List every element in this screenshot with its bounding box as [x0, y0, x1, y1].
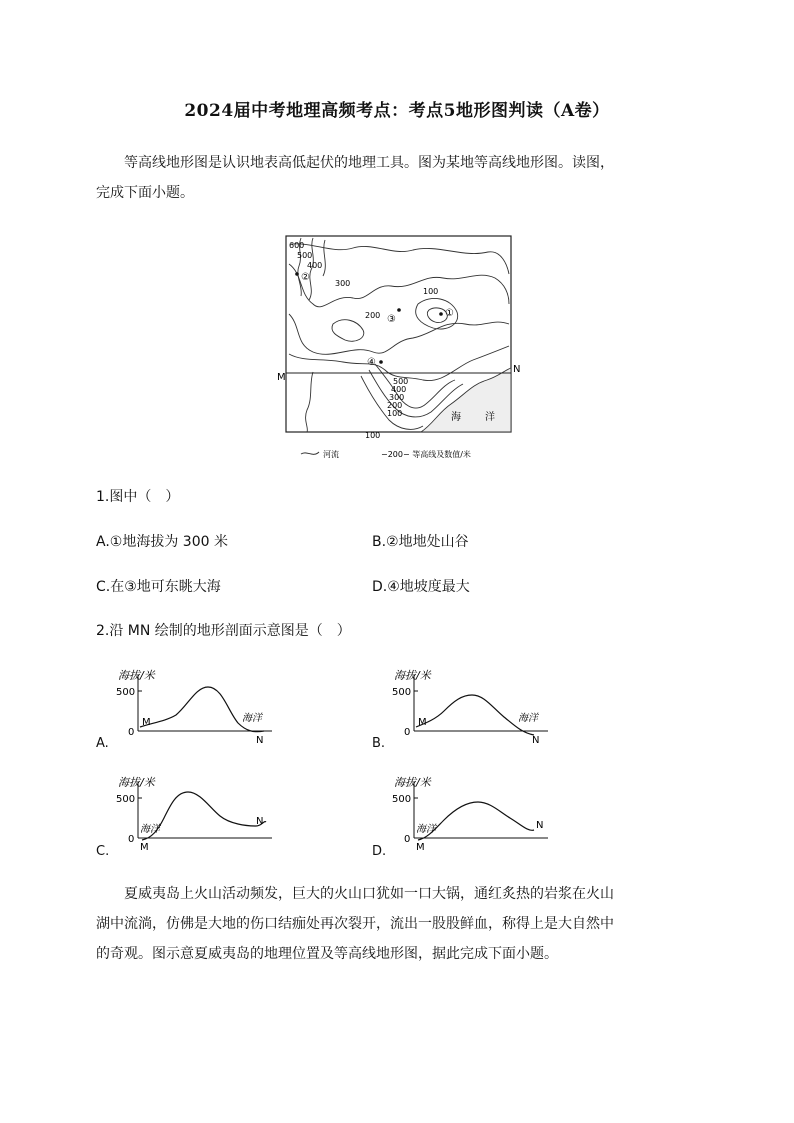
end-label: N: [256, 735, 264, 746]
contour-label: 100: [387, 409, 403, 418]
q1-option-a[interactable]: A.①地海拔为 300 米: [96, 534, 228, 550]
profile-b-letter: B.: [372, 736, 386, 751]
sea-label: 海洋: [416, 824, 436, 835]
end-label: N: [256, 816, 264, 827]
page-title: 2024届中考地理高频考点：考点5地形图判读（A卷）: [184, 101, 610, 121]
start-label: M: [140, 842, 149, 853]
contour-label: 100: [365, 431, 381, 440]
profile-d-letter: D.: [372, 844, 387, 859]
point-3: ③: [387, 314, 396, 325]
ylabel: 海拔/米: [118, 669, 155, 682]
map-label-n: N: [513, 364, 521, 375]
profile-b[interactable]: [372, 665, 552, 755]
sea-label: 海洋: [518, 713, 538, 724]
intro-line-1: 等高线地形图是认识地表高低起伏的地理工具。图为某地等高线地形图。读图，: [124, 155, 614, 171]
point-2: ②: [301, 272, 310, 283]
point-1: ①: [445, 308, 454, 319]
ylabel: 海拔/米: [394, 669, 431, 682]
question-1-stem: 1.图中（ ）: [96, 489, 180, 505]
passage-2: [96, 879, 700, 969]
profile-a[interactable]: [96, 665, 276, 755]
contour-label: 300: [389, 393, 405, 402]
contour-label: 200: [365, 311, 381, 320]
profile-c-letter: C.: [96, 844, 110, 859]
y500-label: 500: [116, 794, 136, 805]
question-2-stem: 2.沿 MN 绘制的地形剖面示意图是（ ）: [96, 623, 351, 639]
q1-option-d[interactable]: D.④地坡度最大: [372, 579, 470, 595]
end-label: N: [532, 735, 540, 746]
start-label: M: [416, 842, 425, 853]
contour-label: 100: [423, 287, 439, 296]
contour-label: 500: [297, 251, 313, 260]
ylabel: 海拔/米: [394, 776, 431, 789]
contour-label: 300: [335, 279, 351, 288]
sea-label: 海: [451, 412, 461, 423]
y500-label: 500: [392, 794, 412, 805]
contour-map: [273, 234, 523, 464]
start-label: M: [418, 717, 427, 728]
intro-line-2: 完成下面小题。: [96, 185, 194, 201]
sea-label: 洋: [485, 412, 495, 423]
contour-label: 400: [391, 385, 407, 394]
y500-label: 500: [116, 687, 136, 698]
y500-label: 500: [392, 687, 412, 698]
sea-label: 海洋: [242, 713, 262, 724]
ylabel: 海拔/米: [118, 776, 155, 789]
map-label-m: M: [277, 372, 286, 383]
profile-d[interactable]: [372, 772, 552, 862]
y0-label: 0: [128, 834, 135, 845]
profile-c[interactable]: [96, 772, 276, 862]
point-4: ④: [367, 357, 376, 368]
y0-label: 0: [404, 834, 411, 845]
contour-label: 400: [307, 261, 323, 270]
y0-label: 0: [128, 727, 135, 738]
legend-river: 河流: [323, 450, 339, 459]
sea-label: 海洋: [140, 824, 160, 835]
passage-2-line-3: 的奇观。图示意夏威夷岛的地理位置及等高线地形图，据此完成下面小题。: [96, 946, 558, 962]
profile-a-letter: A.: [96, 736, 109, 751]
legend-contour: −200− 等高线及数值/米: [381, 450, 471, 459]
passage-2-line-2: 湖中流淌，仿佛是大地的伤口结痂处再次裂开，流出一股股鲜血，称得上是大自然中: [96, 916, 614, 932]
q1-option-b[interactable]: B.②地地处山谷: [372, 534, 469, 550]
y0-label: 0: [404, 727, 411, 738]
intro-paragraph: [96, 148, 700, 208]
q1-option-c[interactable]: C.在③地可东眺大海: [96, 579, 221, 595]
passage-2-line-1: 夏威夷岛上火山活动频发，巨大的火山口犹如一口大锅，通红炙热的岩浆在火山: [124, 886, 614, 902]
contour-label: 600: [289, 241, 305, 250]
contour-label: 200: [387, 401, 403, 410]
end-label: N: [536, 820, 544, 831]
start-label: M: [142, 717, 151, 728]
contour-label: 500: [393, 377, 409, 386]
